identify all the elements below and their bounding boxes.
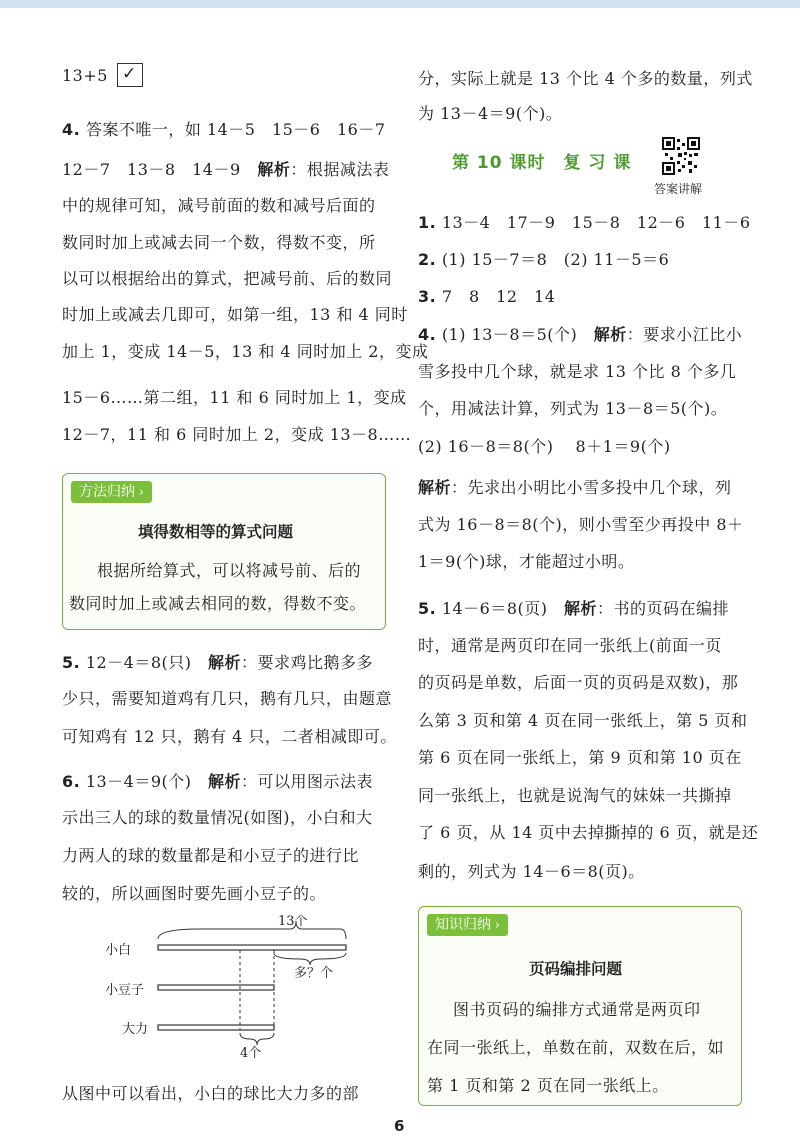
knowledge-summary-tab xyxy=(427,914,508,936)
method-summary-tab-label: 方法归纳 xyxy=(79,484,135,500)
q5-number: 5. xyxy=(62,653,81,672)
a1-number: 1. xyxy=(418,213,437,232)
diagram-label-xiaobai: 小白 xyxy=(105,943,132,958)
q6-line-3: 力两人的球的数量都是和小豆子的进行比 xyxy=(62,846,360,865)
a3-number: 3. xyxy=(418,287,437,306)
q5-explain-label: 解析 xyxy=(208,653,242,672)
a2-line xyxy=(418,247,669,270)
q4-line-3: 中的规律可知，减号前面的数和减号后面的 xyxy=(62,196,376,215)
method-summary-box xyxy=(62,473,386,630)
q6-answer: 13－4＝9(个) xyxy=(85,772,209,791)
q4-line-7: 加上 1，变成 14－5，13 和 4 同时加上 2，变成 xyxy=(62,342,429,361)
diagram-label-dali: 大力 xyxy=(122,1022,149,1037)
knowledge-summary-line-3: 第 1 页和第 2 页在同一张纸上。 xyxy=(427,1076,669,1095)
top-expression: 13+5 xyxy=(62,66,108,85)
a5-line-7: 了 6 页，从 14 页中去掉撕掉的 6 页，就是还 xyxy=(418,823,759,842)
chevron-right-icon: › xyxy=(495,918,500,932)
q5-answer: 12－4＝8(只) xyxy=(85,653,209,672)
a5-text-1: ：书的页码在编排 xyxy=(597,599,730,618)
q6-explain-label: 解析 xyxy=(208,772,242,791)
a5-line-8: 剩的，列式为 14－6＝8(页)。 xyxy=(418,862,645,881)
diagram-bottom-label: 4个 xyxy=(240,1046,262,1061)
a4-number: 4. xyxy=(418,325,437,344)
a5-explain-label: 解析 xyxy=(564,599,598,618)
knowledge-summary-title: 页码编排问题 xyxy=(529,959,623,978)
q4-text-1: 答案不唯一，如 14－5 15－6 16－7 xyxy=(85,120,386,139)
a4-text-1: ：要求小江比小 xyxy=(626,325,743,344)
check-icon: ✓ xyxy=(122,64,137,84)
diagram-mid-label: 多？个 xyxy=(294,966,334,981)
q4-explain-label: 解析 xyxy=(257,160,291,179)
q5-line-1 xyxy=(62,650,373,673)
a2-text: (1) 15－7＝8 (2) 11－5＝6 xyxy=(441,250,670,269)
a3-text: 7 8 12 14 xyxy=(441,287,556,306)
a4-line-7: 1＝9(个)球，才能超过小明。 xyxy=(418,552,635,571)
q5-line-3: 可知鸡有 12 只，鹅有 4 只，二者相减即可。 xyxy=(62,727,397,746)
right-cont-line-2: 为 13－4＝9(个)。 xyxy=(418,104,563,123)
a4-explain2-label: 解析 xyxy=(418,478,452,497)
q5-line-2: 少只，需要知道鸡有几只，鹅有几只，由题意 xyxy=(62,689,393,708)
q4-line-4: 数同时加上或减去同一个数，得数不变，所 xyxy=(62,233,376,252)
a5-line-4: 么第 3 页和第 4 页在同一张纸上，第 5 页和 xyxy=(418,711,748,730)
a5-line-2: 时，通常是两页印在同一张纸上(前面一页 xyxy=(418,636,722,655)
q4-text-2: 12－7 13－8 14－9 xyxy=(62,160,241,179)
a3-line xyxy=(418,284,555,307)
q4-number: 4. xyxy=(62,120,81,139)
diagram-top-brace xyxy=(158,921,346,939)
lesson-title: 第 10 课时 复 习 课 xyxy=(452,153,632,173)
left-bottom-line: 从图中可以看出，小白的球比大力多的部 xyxy=(62,1084,360,1103)
q4-line-2 xyxy=(62,157,389,180)
page-number: 6 xyxy=(394,1117,405,1135)
q6-line-4: 较的，所以画图时要先画小豆子的。 xyxy=(62,884,327,903)
a4-explain-label: 解析 xyxy=(593,325,627,344)
method-summary-tab xyxy=(71,481,152,503)
diagram-bar-xiaodouzi xyxy=(158,985,274,990)
q6-line-2: 示出三人的球的数量情况(如图)，小白和大 xyxy=(62,808,373,827)
a4-line-1 xyxy=(418,322,742,345)
diagram-mid-brace xyxy=(274,953,346,965)
q6-text-1: ：可以用图示法表 xyxy=(241,772,374,791)
a1-text: 13－4 17－9 15－8 12－6 11－6 xyxy=(441,213,751,232)
q6-number: 6. xyxy=(62,772,81,791)
knowledge-summary-line-2: 在同一张纸上，单数在前，双数在后，如 xyxy=(427,1038,725,1057)
right-cont-line-1: 分，实际上就是 13 个比 4 个多的数量，列式 xyxy=(418,69,753,88)
a4-line-2: 雪多投中几个球，就是求 13 个比 8 个多几 xyxy=(418,362,737,381)
method-summary-line-1: 根据所给算式，可以将减号前、后的 xyxy=(97,561,362,580)
method-summary-title: 填得数相等的算式问题 xyxy=(138,522,294,541)
ball-comparison-diagram xyxy=(100,915,380,1065)
a5-line-1 xyxy=(418,596,729,619)
a5-line-6: 同一张纸上，也就是说淘气的妹妹一共撕掉 xyxy=(418,786,732,805)
q4-line-5: 以可以根据给出的算式，把减号前、后的数同 xyxy=(62,269,393,288)
knowledge-summary-tab-label: 知识归纳 xyxy=(435,917,491,933)
q4-line-8: 15－6……第二组，11 和 6 同时加上 1，变成 xyxy=(62,388,407,407)
a5-line-3: 的页码是单数，后面一页的页码是双数)，那 xyxy=(418,673,739,692)
a5-answer: 14－6＝8(页) xyxy=(441,599,565,618)
diagram-label-xiaodouzi: 小豆子 xyxy=(105,983,145,998)
q4-line-9: 12－7，11 和 6 同时加上 2，变成 13－8…… xyxy=(62,425,412,444)
qr-label: 答案讲解 xyxy=(654,182,703,196)
a4-line-4: (2) 16－8＝8(个) 8＋1＝9(个) xyxy=(418,437,671,456)
a4-line-3: 个，用减法计算，列式为 13－8＝5(个)。 xyxy=(418,399,728,418)
chevron-right-icon: › xyxy=(139,485,144,499)
knowledge-summary-line-1: 图书页码的编排方式通常是两页印 xyxy=(453,1000,701,1019)
a4-line-5 xyxy=(418,475,732,498)
a4-text-5: ：先求出小明比小雪多投中几个球，列 xyxy=(451,478,732,497)
a4-answer: (1) 13－8＝5(个) xyxy=(441,325,594,344)
q4-line-1 xyxy=(62,117,386,140)
a2-number: 2. xyxy=(418,250,437,269)
q4-line-6: 时加上或减去几即可，如第一组，13 和 4 同时 xyxy=(62,305,408,324)
a5-number: 5. xyxy=(418,599,437,618)
a4-line-6: 式为 16－8＝8(个)，则小雪至少再投中 8＋ xyxy=(418,515,744,534)
diagram-bottom-brace xyxy=(240,1033,274,1045)
a5-line-5: 第 6 页在同一张纸上，第 9 页和第 10 页在 xyxy=(418,748,742,767)
diagram-bar-xiaobai xyxy=(158,945,346,950)
q6-line-1 xyxy=(62,769,373,792)
knowledge-summary-box xyxy=(418,906,742,1106)
qr-code-icon[interactable] xyxy=(662,137,700,175)
diagram-bar-dali xyxy=(158,1025,274,1030)
diagram-top-label: 13个 xyxy=(278,915,308,929)
check-box xyxy=(117,63,143,87)
q5-text-1: ：要求鸡比鹅多多 xyxy=(241,653,374,672)
a1-line xyxy=(418,210,751,233)
top-border xyxy=(0,0,800,8)
q4-explain-lead: ：根据减法表 xyxy=(290,160,390,179)
method-summary-line-2: 数同时加上或减去相同的数，得数不变。 xyxy=(69,594,367,613)
